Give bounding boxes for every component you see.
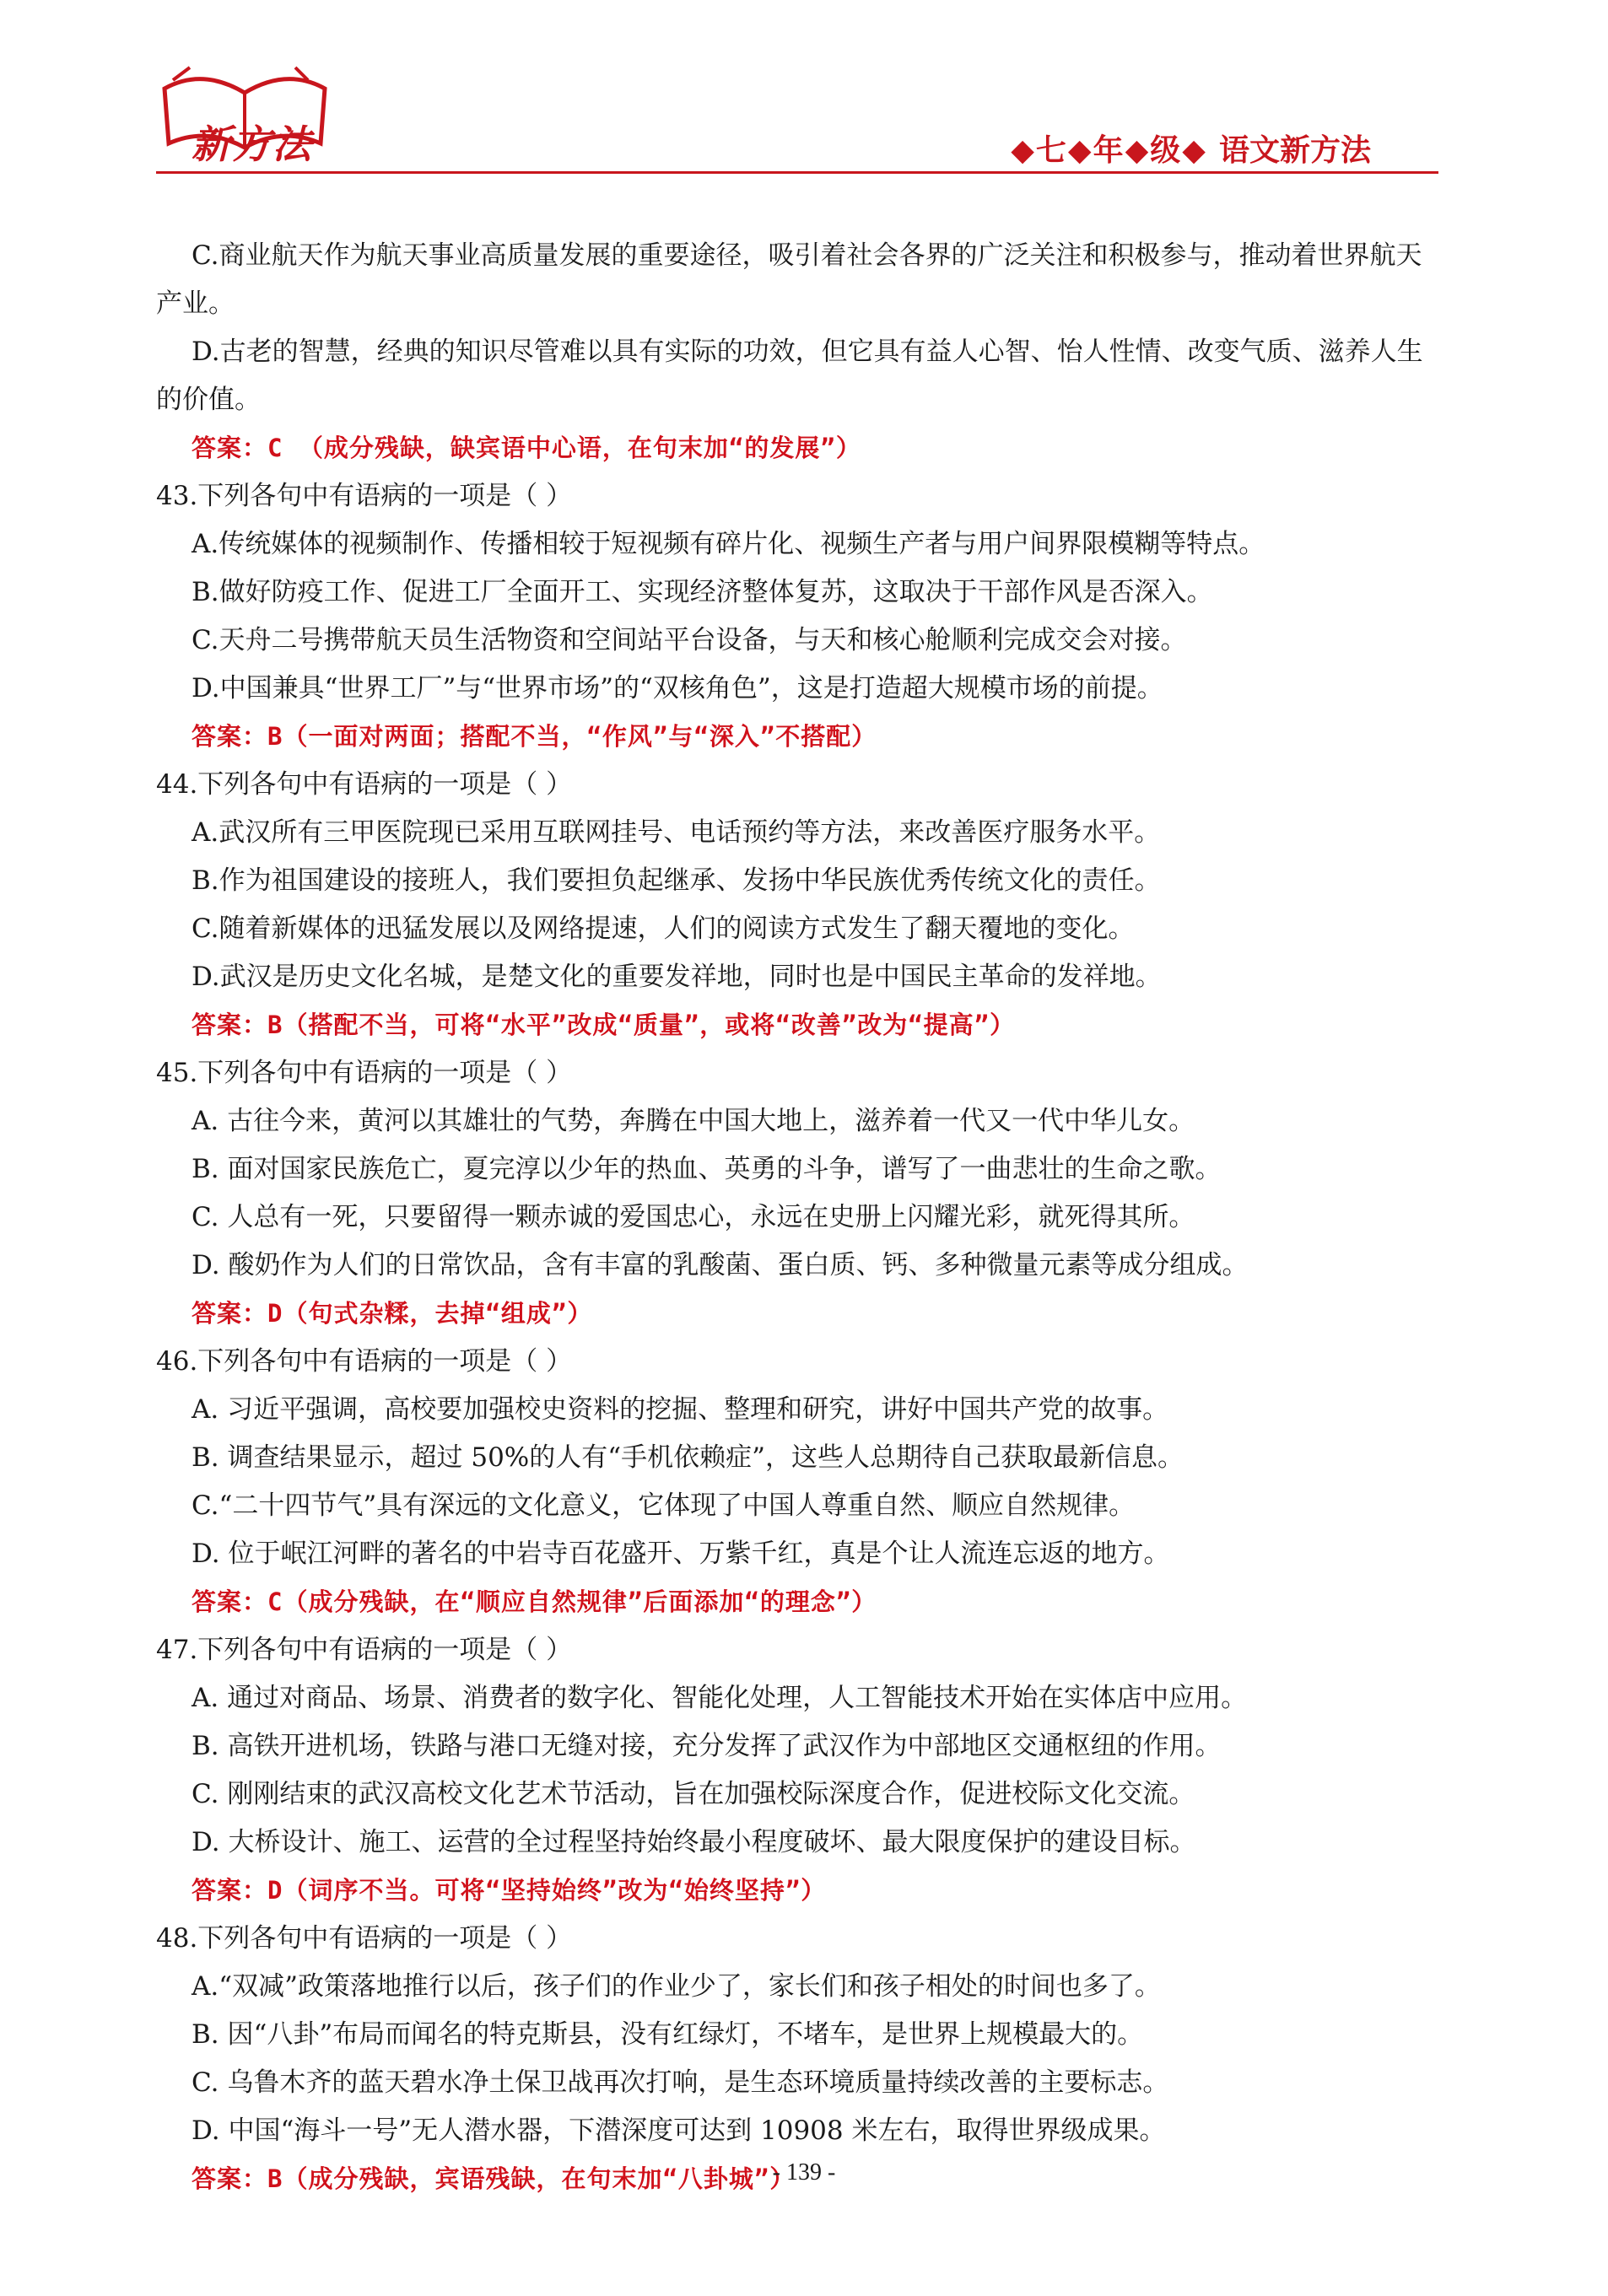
option: B.作为祖国建设的接班人，我们要担负起继承、发扬中华民族优秀传统文化的责任。 — [192, 865, 1161, 896]
option: C.随着新媒体的迅猛发展以及网络提速，人们的阅读方式发生了翻天覆地的变化。 — [192, 914, 1135, 944]
header-title — [1011, 127, 1371, 170]
option: A. 通过对商品、场景、消费者的数字化、智能化处理，人工智能技术开始在实体店中应用。 — [192, 1683, 1248, 1713]
q42-option-d: D.古老的智慧，经典的知识尽管难以具有实际的功效，但它具有益人心智、怡人性情、改变气质、滋养人生的价值。 — [156, 337, 1423, 415]
option: A. 习近平强调，高校要加强校史资料的挖掘、整理和研究，讲好中国共产党的故事。 — [192, 1394, 1169, 1425]
option: C.“二十四节气”具有深远的文化意义，它体现了中国人尊重自然、顺应自然规律。 — [192, 1490, 1136, 1521]
answer: 答案：B（一面对两面；搭配不当，“作风”与“深入”不搭配） — [192, 722, 877, 751]
option: D.中国兼具“世界工厂”与“世界市场”的“双核角色”，这是打造超大规模市场的前提。 — [192, 673, 1163, 703]
question-stem: 45.下列各句中有语病的一项是（ ） — [156, 1058, 573, 1088]
question-stem: 47.下列各句中有语病的一项是（ ） — [156, 1635, 573, 1665]
question-stem: 44.下列各句中有语病的一项是（ ） — [156, 769, 573, 800]
option: A.“双减”政策落地推行以后，孩子们的作业少了，家长们和孩子相处的时间也多了。 — [192, 1971, 1161, 2002]
answer: 答案：B（搭配不当，可将“水平”改成“质量”，或将“改善”改为“提高”） — [192, 1011, 1016, 1039]
option: D. 酸奶作为人们的日常饮品，含有丰富的乳酸菌、蛋白质、钙、多种微量元素等成分组成。 — [192, 1250, 1249, 1280]
answer: 答案：C（成分残缺，在“顺应自然规律”后面添加“的理念”） — [192, 1587, 877, 1616]
option: A.武汉所有三甲医院现已采用互联网挂号、电话预约等方法，来改善医疗服务水平。 — [192, 817, 1161, 848]
option: C. 刚刚结束的武汉高校文化艺术节活动，旨在加强校际深度合作，促进校际文化交流。 — [192, 1779, 1195, 1809]
question-stem: 48.下列各句中有语病的一项是（ ） — [156, 1923, 573, 1954]
grade-label: ◆七◆年◆级◆ — [1011, 133, 1207, 168]
page-header — [156, 46, 1438, 173]
header-divider — [156, 171, 1438, 174]
option: B. 因“八卦”布局而闻名的特克斯县，没有红绿灯，不堵车，是世界上规模最大的。 — [192, 2019, 1144, 2050]
page-number: - 139 - — [772, 2159, 836, 2186]
page-content — [156, 232, 1438, 2203]
q42-option-c: C.商业航天作为航天事业高质量发展的重要途径，吸引着社会各界的广泛关注和积极参与，推动着世界航天产业。 — [156, 240, 1422, 319]
question-stem: 43.下列各句中有语病的一项是（ ） — [156, 481, 573, 511]
answer: 答案：D（词序不当。可将“坚持始终”改为“始终坚持”） — [192, 1876, 827, 1905]
option: D. 中国“海斗一号”无人潜水器，下潜深度可达到 10908 米左右，取得世界级成果。 — [192, 2115, 1166, 2146]
option: C.天舟二号携带航天员生活物资和空间站平台设备，与天和核心舱顺利完成交会对接。 — [192, 625, 1187, 655]
option: B. 面对国家民族危亡，夏完淳以少年的热血、英勇的斗争，谱写了一曲悲壮的生命之歌。 — [192, 1154, 1222, 1184]
option: B. 调查结果显示，超过 50%的人有“手机依赖症”，这些人总期待自己获取最新信息。 — [192, 1442, 1184, 1473]
option: D. 大桥设计、施工、运营的全过程坚持始终最小程度破坏、最大限度保护的建设目标。 — [192, 1827, 1196, 1857]
option: D.武汉是历史文化名城，是楚文化的重要发祥地，同时也是中国民主革命的发祥地。 — [192, 962, 1162, 992]
option: B. 高铁开进机场，铁路与港口无缝对接，充分发挥了武汉作为中部地区交通枢纽的作用。 — [192, 1731, 1222, 1761]
option: C. 乌鲁木齐的蓝天碧水净土保卫战再次打响，是生态环境质量持续改善的主要标志。 — [192, 2067, 1169, 2098]
logo-text: 新方法 — [192, 121, 313, 167]
logo — [156, 63, 333, 167]
option: A. 古往今来，黄河以其雄壮的气势，奔腾在中国大地上，滋养着一代又一代中华儿女。 — [192, 1106, 1195, 1136]
question-stem: 46.下列各句中有语病的一项是（ ） — [156, 1346, 573, 1377]
q42-answer: 答案：C （成分残缺，缺宾语中心语，在句末加“的发展”） — [192, 434, 861, 462]
book-title: 语文新方法 — [1218, 133, 1371, 168]
answer: 答案：D（句式杂糅，去掉“组成”） — [192, 1299, 593, 1328]
answer: 答案：B（成分残缺，宾语残缺，在句末加“八卦城”） — [192, 2164, 796, 2193]
option: C. 人总有一死，只要留得一颗赤诚的爱国忠心，永远在史册上闪耀光彩，就死得其所。 — [192, 1202, 1195, 1232]
option: A.传统媒体的视频制作、传播相较于短视频有碎片化、视频生产者与用户间界限模糊等特点。 — [192, 529, 1265, 559]
option: B.做好防疫工作、促进工厂全面开工、实现经济整体复苏，这取决于干部作风是否深入。 — [192, 577, 1213, 607]
option: D. 位于岷江河畔的著名的中岩寺百花盛开、万紫千红，真是个让人流连忘返的地方。 — [192, 1539, 1170, 1569]
